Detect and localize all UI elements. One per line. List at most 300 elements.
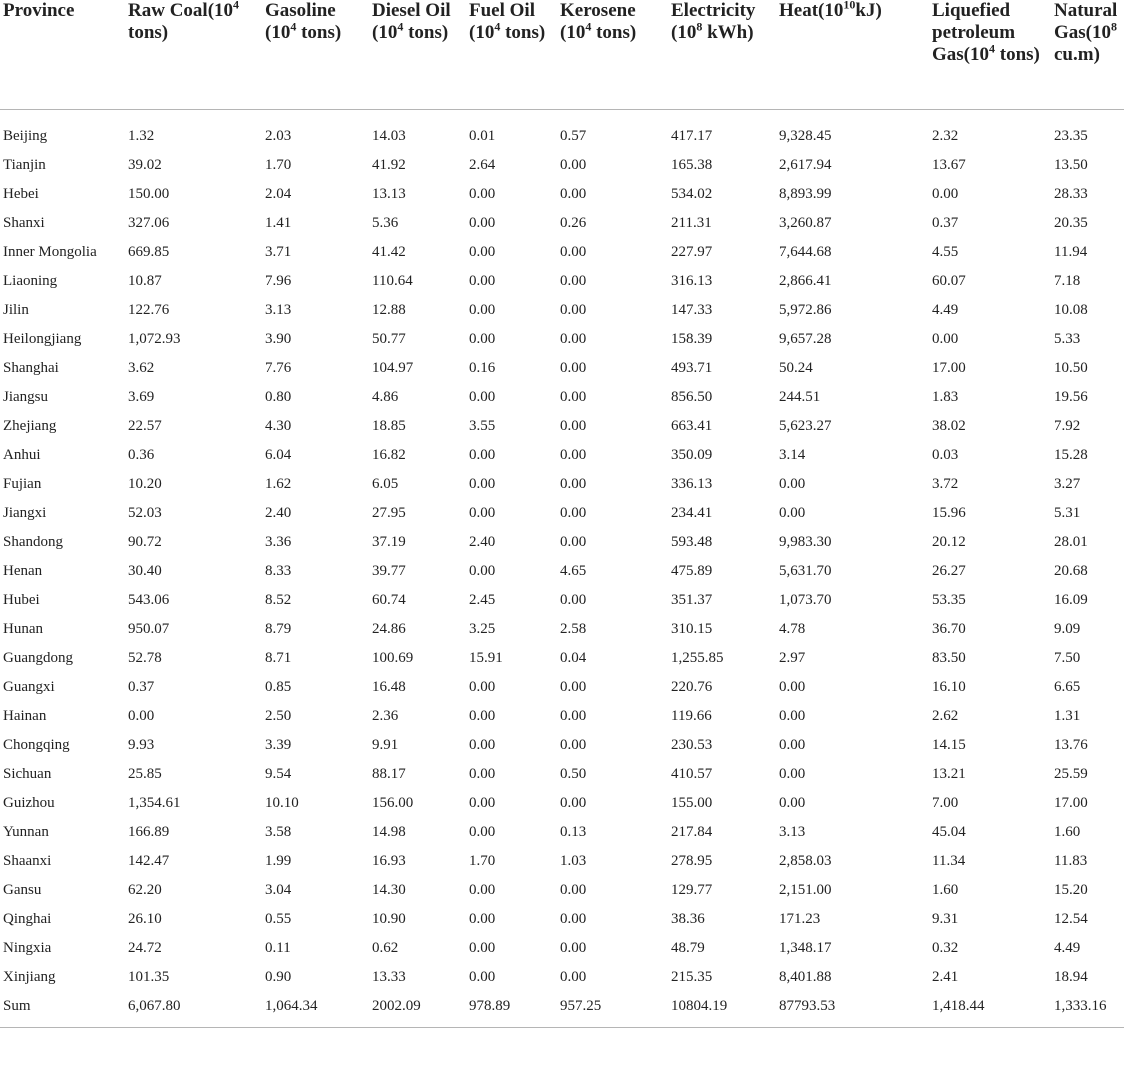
value-cell: 669.85: [128, 243, 170, 260]
value-cell: 1,333.16: [1051, 991, 1124, 1028]
column-header-exponent: 10: [843, 0, 856, 12]
value-cell: 2.04: [265, 185, 292, 202]
table-row: [0, 295, 1124, 324]
table-row: [0, 179, 1124, 208]
value-cell: 0.85: [265, 678, 292, 695]
value-cell: 9.54: [265, 765, 292, 782]
value-cell: 2,858.03: [779, 852, 832, 869]
value-cell: 3.25: [469, 620, 496, 637]
value-cell: 2.45: [469, 591, 496, 608]
province-cell: Ningxia: [3, 939, 52, 956]
value-cell: 0.00: [469, 707, 496, 724]
value-cell: 1.70: [265, 156, 292, 173]
value-cell: 8,893.99: [779, 185, 832, 202]
value-cell: 4.49: [932, 301, 959, 318]
value-cell: 0.00: [469, 794, 496, 811]
value-cell: 0.00: [560, 243, 587, 260]
column-header-exponent: 4: [290, 19, 297, 34]
value-cell: 150.00: [128, 185, 170, 202]
value-cell: 227.97: [671, 243, 713, 260]
value-cell: 27.95: [372, 504, 406, 521]
value-cell: 122.76: [128, 301, 170, 318]
value-cell: 104.97: [372, 359, 414, 376]
value-cell: 1.60: [932, 881, 959, 898]
value-cell: 7.96: [265, 272, 292, 289]
value-cell: 0.16: [469, 359, 496, 376]
value-cell: 50.24: [779, 359, 813, 376]
value-cell: 0.00: [469, 823, 496, 840]
column-header-text: Liquefied petroleum Gas(10: [932, 0, 1016, 65]
value-cell: 3.55: [469, 417, 496, 434]
column-header-text: Gasoline (10: [265, 0, 336, 43]
value-cell: 0.00: [469, 272, 496, 289]
value-cell: 28.33: [1054, 185, 1088, 202]
province-cell: Hunan: [3, 620, 43, 637]
value-cell: 9,983.30: [779, 533, 832, 550]
value-cell: 0.00: [560, 388, 587, 405]
value-cell: 0.00: [560, 359, 587, 376]
value-cell: 83.50: [932, 649, 966, 666]
value-cell: 6.04: [265, 446, 292, 463]
value-cell: 0.00: [560, 156, 587, 173]
column-header-exponent: 4: [494, 19, 501, 34]
value-cell: 0.37: [128, 678, 155, 695]
value-cell: 2.40: [469, 533, 496, 550]
value-cell: 100.69: [372, 649, 414, 666]
column-header-text: Fuel Oil (10: [469, 0, 535, 43]
value-cell: 10.10: [265, 794, 299, 811]
value-cell: 15.91: [469, 649, 503, 666]
value-cell: 4.30: [265, 417, 292, 434]
value-cell: 0.00: [469, 968, 496, 985]
column-header: [369, 0, 466, 109]
value-cell: 0.26: [560, 214, 587, 231]
value-cell: 13.33: [372, 968, 406, 985]
table-row: [0, 411, 1124, 440]
value-cell: 0.00: [560, 533, 587, 550]
value-cell: 336.13: [671, 475, 713, 492]
value-cell: 9,657.28: [779, 330, 832, 347]
value-cell: 957.25: [557, 991, 668, 1028]
value-cell: 10.20: [128, 475, 162, 492]
value-cell: 0.00: [560, 678, 587, 695]
value-cell: 20.12: [932, 533, 966, 550]
value-cell: 0.00: [560, 301, 587, 318]
value-cell: 15.28: [1054, 446, 1088, 463]
column-header-exponent: 8: [696, 19, 703, 34]
value-cell: 156.00: [372, 794, 414, 811]
value-cell: 7,644.68: [779, 243, 832, 260]
value-cell: 7.00: [932, 794, 959, 811]
value-cell: 6,067.80: [125, 991, 262, 1028]
value-cell: 3.58: [265, 823, 292, 840]
value-cell: 11.83: [1054, 852, 1088, 869]
table-row: [0, 109, 1124, 150]
value-cell: 17.00: [1054, 794, 1088, 811]
value-cell: 16.10: [932, 678, 966, 695]
value-cell: 1.83: [932, 388, 959, 405]
value-cell: 10804.19: [668, 991, 776, 1028]
value-cell: 211.31: [671, 214, 712, 231]
province-cell: Qinghai: [3, 910, 52, 927]
province-cell: Yunnan: [3, 823, 49, 840]
value-cell: 0.00: [779, 794, 806, 811]
value-cell: 0.00: [560, 910, 587, 927]
province-cell: Jiangxi: [3, 504, 47, 521]
value-cell: 0.00: [560, 736, 587, 753]
value-cell: 220.76: [671, 678, 713, 695]
value-cell: 1.03: [560, 852, 587, 869]
table-row: [0, 933, 1124, 962]
value-cell: 158.39: [671, 330, 713, 347]
table-header: [0, 0, 1124, 109]
table-row: [0, 643, 1124, 672]
table-row: [0, 759, 1124, 788]
value-cell: 310.15: [671, 620, 713, 637]
value-cell: 10.08: [1054, 301, 1088, 318]
value-cell: 234.41: [671, 504, 713, 521]
value-cell: 7.50: [1054, 649, 1081, 666]
value-cell: 60.74: [372, 591, 406, 608]
value-cell: 2.62: [932, 707, 959, 724]
value-cell: 13.67: [932, 156, 966, 173]
column-header: [1051, 0, 1124, 109]
table-row: [0, 150, 1124, 179]
value-cell: 87793.53: [776, 991, 929, 1028]
value-cell: 2.58: [560, 620, 587, 637]
value-cell: 147.33: [671, 301, 713, 318]
column-header: [668, 0, 776, 109]
value-cell: 30.40: [128, 562, 162, 579]
value-cell: 8.79: [265, 620, 292, 637]
column-header: [929, 0, 1051, 109]
table-body: [0, 109, 1124, 1027]
value-cell: 0.00: [469, 214, 496, 231]
value-cell: 0.00: [469, 504, 496, 521]
value-cell: 7.18: [1054, 272, 1081, 289]
value-cell: 1.31: [1054, 707, 1081, 724]
value-cell: 1,073.70: [779, 591, 832, 608]
value-cell: 14.03: [372, 127, 406, 144]
value-cell: 52.78: [128, 649, 162, 666]
value-cell: 0.00: [560, 330, 587, 347]
value-cell: 3.13: [779, 823, 806, 840]
value-cell: 88.17: [372, 765, 406, 782]
column-header-unit: tons): [591, 22, 637, 43]
value-cell: 2.97: [779, 649, 806, 666]
header-row: [0, 0, 1124, 109]
value-cell: 0.32: [932, 939, 959, 956]
value-cell: 38.02: [932, 417, 966, 434]
table-row: [0, 469, 1124, 498]
value-cell: 11.94: [1054, 243, 1088, 260]
column-header-unit: cu.m): [1054, 44, 1100, 65]
value-cell: 978.89: [466, 991, 557, 1028]
value-cell: 36.70: [932, 620, 966, 637]
value-cell: 24.86: [372, 620, 406, 637]
value-cell: 2.32: [932, 127, 959, 144]
value-cell: 0.00: [779, 475, 806, 492]
column-header-unit: tons): [128, 22, 169, 43]
column-header: [557, 0, 668, 109]
value-cell: 410.57: [671, 765, 713, 782]
value-cell: 0.00: [779, 678, 806, 695]
value-cell: 9,328.45: [779, 127, 832, 144]
value-cell: 327.06: [128, 214, 170, 231]
value-cell: 0.00: [560, 446, 587, 463]
table-row: [0, 266, 1124, 295]
value-cell: 0.00: [560, 417, 587, 434]
value-cell: 0.36: [128, 446, 155, 463]
value-cell: 5,623.27: [779, 417, 832, 434]
value-cell: 0.80: [265, 388, 292, 405]
value-cell: 1,348.17: [779, 939, 832, 956]
value-cell: 13.21: [932, 765, 966, 782]
value-cell: 119.66: [671, 707, 712, 724]
table-row: [0, 208, 1124, 237]
value-cell: 1,418.44: [929, 991, 1051, 1028]
value-cell: 0.00: [469, 736, 496, 753]
value-cell: 543.06: [128, 591, 170, 608]
value-cell: 217.84: [671, 823, 713, 840]
value-cell: 5.33: [1054, 330, 1081, 347]
value-cell: 0.00: [560, 881, 587, 898]
value-cell: 13.76: [1054, 736, 1088, 753]
province-cell: Hebei: [3, 185, 39, 202]
value-cell: 0.00: [469, 388, 496, 405]
value-cell: 9.91: [372, 736, 399, 753]
value-cell: 53.35: [932, 591, 966, 608]
province-cell: Shaanxi: [3, 852, 52, 869]
value-cell: 5.31: [1054, 504, 1081, 521]
value-cell: 6.65: [1054, 678, 1081, 695]
value-cell: 3,260.87: [779, 214, 832, 231]
value-cell: 3.39: [265, 736, 292, 753]
value-cell: 0.00: [560, 504, 587, 521]
column-header-exponent: 8: [1111, 19, 1117, 34]
value-cell: 244.51: [779, 388, 821, 405]
value-cell: 26.27: [932, 562, 966, 579]
value-cell: 2002.09: [369, 991, 466, 1028]
value-cell: 39.02: [128, 156, 162, 173]
value-cell: 22.57: [128, 417, 162, 434]
value-cell: 0.00: [779, 736, 806, 753]
value-cell: 0.00: [560, 272, 587, 289]
value-cell: 0.01: [469, 127, 496, 144]
value-cell: 3.71: [265, 243, 292, 260]
value-cell: 0.00: [469, 562, 496, 579]
value-cell: 15.96: [932, 504, 966, 521]
value-cell: 350.09: [671, 446, 713, 463]
value-cell: 4.49: [1054, 939, 1081, 956]
column-header-exponent: 4: [397, 19, 404, 34]
value-cell: 37.19: [372, 533, 406, 550]
value-cell: 856.50: [671, 388, 713, 405]
value-cell: 25.59: [1054, 765, 1088, 782]
value-cell: 0.00: [560, 591, 587, 608]
column-header-text: Raw Coal(10: [128, 0, 234, 21]
value-cell: 4.86: [372, 388, 399, 405]
value-cell: 278.95: [671, 852, 713, 869]
value-cell: 1.99: [265, 852, 292, 869]
value-cell: 3.04: [265, 881, 292, 898]
value-cell: 16.82: [372, 446, 406, 463]
province-cell: Henan: [3, 562, 43, 579]
value-cell: 41.92: [372, 156, 406, 173]
value-cell: 663.41: [671, 417, 713, 434]
value-cell: 0.90: [265, 968, 292, 985]
table-row: [0, 846, 1124, 875]
column-header-text: Kerosene (10: [560, 0, 636, 43]
value-cell: 2.03: [265, 127, 292, 144]
value-cell: 0.00: [560, 968, 587, 985]
column-header-text: Natural Gas(10: [1054, 0, 1118, 43]
value-cell: 5,972.86: [779, 301, 832, 318]
column-header: [125, 0, 262, 109]
value-cell: 7.76: [265, 359, 292, 376]
value-cell: 3.69: [128, 388, 155, 405]
value-cell: 2,151.00: [779, 881, 832, 898]
value-cell: 493.71: [671, 359, 713, 376]
value-cell: 0.00: [469, 243, 496, 260]
value-cell: 475.89: [671, 562, 713, 579]
value-cell: 0.00: [469, 910, 496, 927]
value-cell: 0.00: [469, 301, 496, 318]
value-cell: 0.00: [469, 765, 496, 782]
province-cell: Heilongjiang: [3, 330, 82, 347]
value-cell: 60.07: [932, 272, 966, 289]
column-header-exponent: 4: [989, 41, 995, 56]
value-cell: 52.03: [128, 504, 162, 521]
value-cell: 3.90: [265, 330, 292, 347]
column-header-unit: tons): [403, 22, 449, 43]
value-cell: 20.68: [1054, 562, 1088, 579]
value-cell: 3.27: [1054, 475, 1081, 492]
column-header: [262, 0, 369, 109]
value-cell: 18.94: [1054, 968, 1088, 985]
value-cell: 14.15: [932, 736, 966, 753]
value-cell: 62.20: [128, 881, 162, 898]
column-header-unit: tons): [500, 22, 546, 43]
value-cell: 16.09: [1054, 591, 1088, 608]
value-cell: 0.00: [560, 939, 587, 956]
value-cell: 1,064.34: [262, 991, 369, 1028]
value-cell: 8.33: [265, 562, 292, 579]
value-cell: 2.50: [265, 707, 292, 724]
value-cell: 50.77: [372, 330, 406, 347]
value-cell: 3.36: [265, 533, 292, 550]
value-cell: 101.35: [128, 968, 170, 985]
value-cell: 0.00: [469, 475, 496, 492]
value-cell: 0.00: [469, 881, 496, 898]
value-cell: 10.50: [1054, 359, 1088, 376]
value-cell: 1.32: [128, 127, 155, 144]
value-cell: 0.00: [469, 446, 496, 463]
value-cell: 9.09: [1054, 620, 1081, 637]
value-cell: 215.35: [671, 968, 713, 985]
value-cell: 0.03: [932, 446, 959, 463]
province-cell: Hainan: [3, 707, 47, 724]
value-cell: 0.00: [560, 475, 587, 492]
value-cell: 0.00: [560, 707, 587, 724]
table-row: [0, 237, 1124, 266]
table-row: [0, 353, 1124, 382]
value-cell: 0.00: [779, 504, 806, 521]
province-cell: Guizhou: [3, 794, 55, 811]
value-cell: 48.79: [671, 939, 705, 956]
province-cell: Chongqing: [3, 736, 70, 753]
value-cell: 110.64: [372, 272, 413, 289]
table-row: [0, 817, 1124, 846]
table-row: [0, 672, 1124, 701]
sum-row: [0, 991, 1124, 1028]
table-row: [0, 498, 1124, 527]
value-cell: 1.41: [265, 214, 292, 231]
value-cell: 4.55: [932, 243, 959, 260]
table-row: [0, 904, 1124, 933]
table-row: [0, 556, 1124, 585]
value-cell: 171.23: [779, 910, 821, 927]
value-cell: 1.62: [265, 475, 292, 492]
table-row: [0, 730, 1124, 759]
value-cell: 0.00: [779, 707, 806, 724]
table-row: [0, 324, 1124, 353]
table-row: [0, 875, 1124, 904]
value-cell: 316.13: [671, 272, 713, 289]
value-cell: 2.36: [372, 707, 399, 724]
value-cell: 2,866.41: [779, 272, 832, 289]
value-cell: 8.71: [265, 649, 292, 666]
value-cell: 28.01: [1054, 533, 1088, 550]
value-cell: 18.85: [372, 417, 406, 434]
value-cell: 0.11: [265, 939, 291, 956]
value-cell: 3.62: [128, 359, 155, 376]
value-cell: 165.38: [671, 156, 713, 173]
value-cell: 0.00: [779, 765, 806, 782]
value-cell: 0.50: [560, 765, 587, 782]
value-cell: 129.77: [671, 881, 713, 898]
value-cell: 3.14: [779, 446, 806, 463]
column-header-text: Diesel Oil (10: [372, 0, 451, 43]
table-row: [0, 614, 1124, 643]
value-cell: 2,617.94: [779, 156, 832, 173]
province-cell: Gansu: [3, 881, 42, 898]
value-cell: 1,255.85: [671, 649, 724, 666]
value-cell: 15.20: [1054, 881, 1088, 898]
value-cell: 0.55: [265, 910, 292, 927]
value-cell: 13.50: [1054, 156, 1088, 173]
value-cell: 6.05: [372, 475, 399, 492]
province-cell: Tianjin: [3, 156, 46, 173]
table-row: [0, 585, 1124, 614]
value-cell: 0.04: [560, 649, 587, 666]
value-cell: 0.00: [560, 794, 587, 811]
province-cell: Shanxi: [3, 214, 45, 231]
value-cell: 3.72: [932, 475, 959, 492]
value-cell: 13.13: [372, 185, 406, 202]
value-cell: 351.37: [671, 591, 713, 608]
value-cell: 45.04: [932, 823, 966, 840]
province-cell: Jiangsu: [3, 388, 48, 405]
province-cell: Liaoning: [3, 272, 58, 289]
value-cell: 0.00: [469, 678, 496, 695]
value-cell: 5.36: [372, 214, 399, 231]
value-cell: 0.62: [372, 939, 399, 956]
table-row: [0, 701, 1124, 730]
value-cell: 0.00: [932, 185, 959, 202]
value-cell: 12.88: [372, 301, 406, 318]
column-header: [466, 0, 557, 109]
